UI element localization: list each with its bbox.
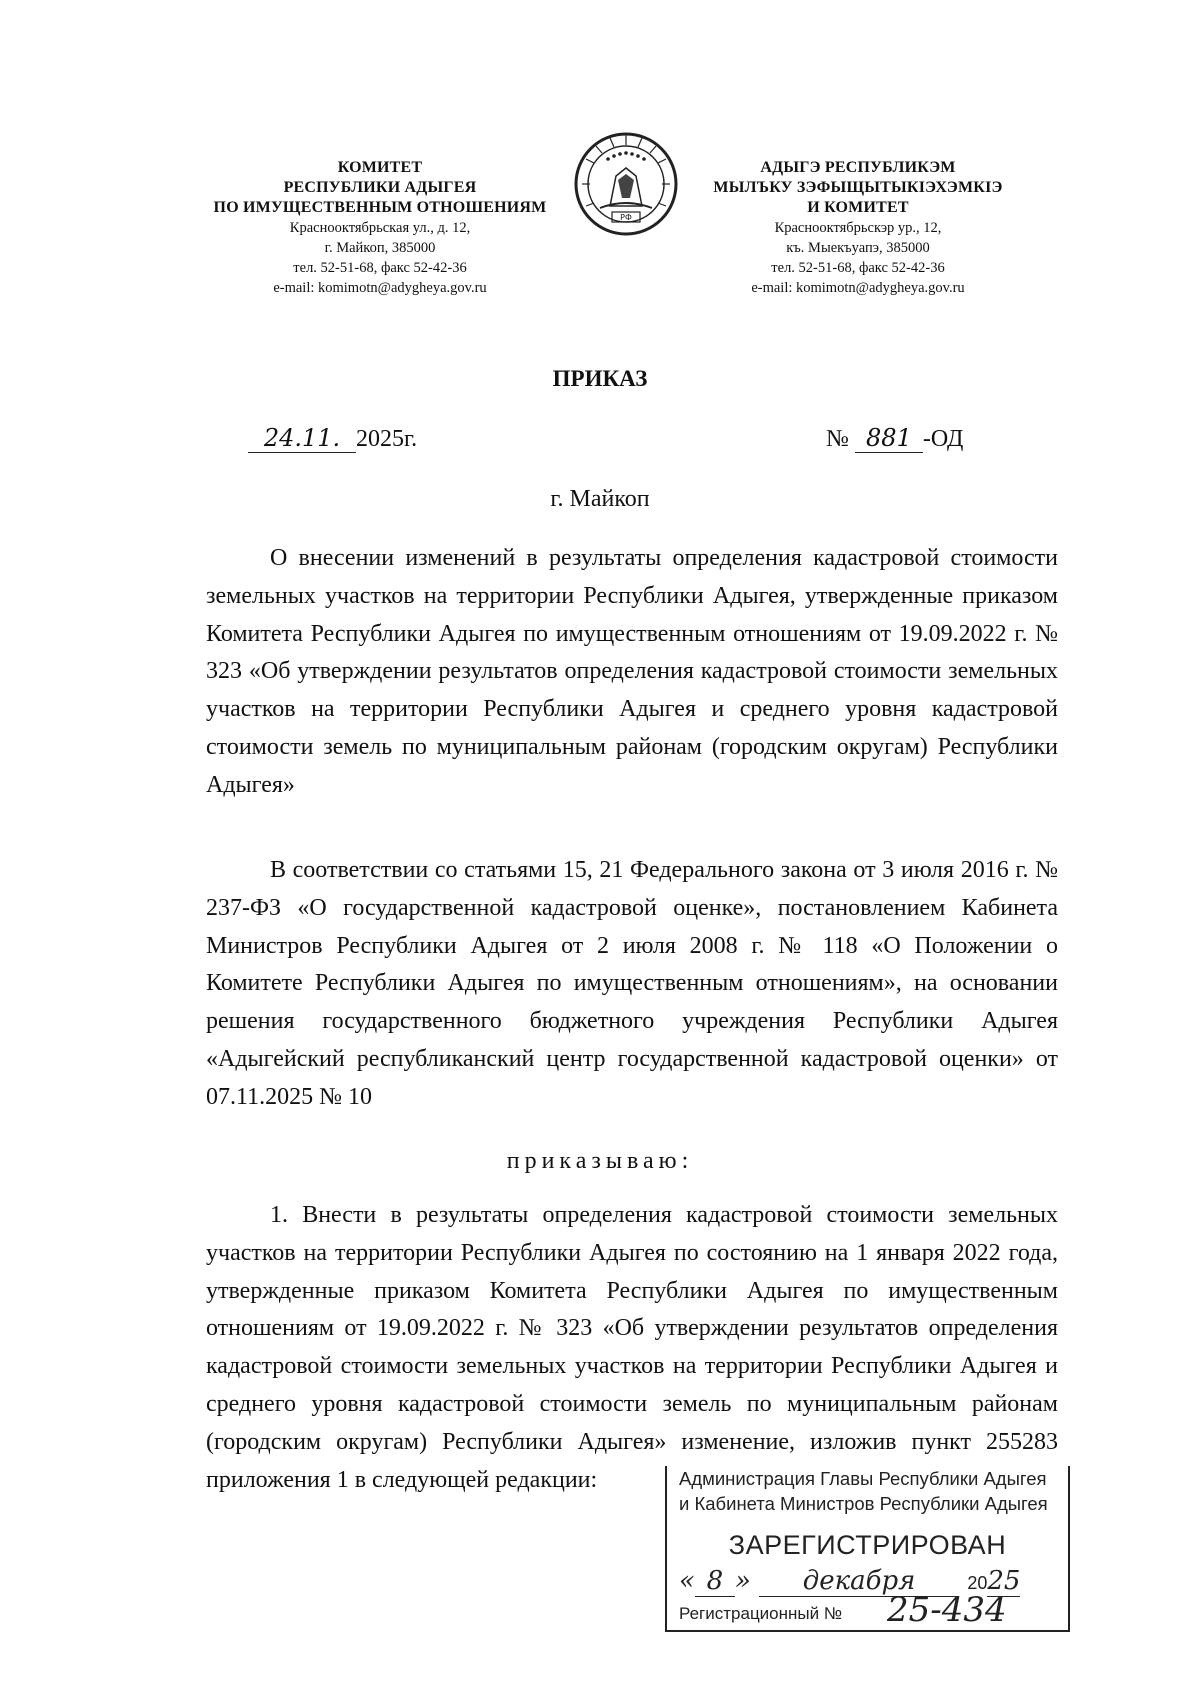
org-name-line-2: РЕСПУБЛИКИ АДЫГЕЯ: [283, 179, 477, 196]
org-email: e-mail: komimotn@adygheya.gov.ru: [273, 280, 487, 296]
number-prefix: №: [826, 426, 849, 452]
stamp-year-prefix: 20: [967, 1573, 988, 1593]
org-name-ady-line-1: АДЫГЭ РЕСПУБЛИКЭМ: [760, 159, 956, 176]
number-handwritten: 881: [855, 424, 923, 453]
org-phone: тел. 52-51-68, факс 52-42-36: [293, 260, 467, 276]
number-suffix: -ОД: [922, 426, 964, 452]
org-name-line-1: КОМИТЕТ: [337, 159, 423, 176]
org-name-line-3: ПО ИМУЩЕСТВЕННЫМ ОТНОШЕНИЯМ: [213, 199, 547, 216]
adygea-coat-of-arms-icon: [570, 128, 682, 240]
document-title: ПРИКАЗ: [552, 366, 648, 391]
basis-paragraph: В соответствии со статьями 15, 21 Федерального закона от 3 июля 2016 г. № 237-ФЗ «О государственной кадастровой оценке», постановлением Кабинета Министров Республики Адыгея от 2 июля 2008 г. № 118 «О Положении о Комитете Республики Адыгея по имущественным отношениям», на основании решения государственного бюджетного учреждения Республики Адыгея «Адыгейский республиканский центр государственной кадастровой оценки» от 07.11.2025 № 10: [206, 857, 1058, 1110]
document-number: [826, 424, 963, 453]
item-1-paragraph: 1. Внести в результаты определения кадастровой стоимости земельных участков на территории Республики Адыгея по состоянию на 1 января 2022 года, утвержденные приказом Комитета Республики Адыгея по имущественным отношениям от 19.09.2022 г. № 323 «Об утверждении результатов определения кадастровой стоимости земельных участков на территории Республики Адыгея и среднего уровня кадастровой стоимости земель по муниципальным районам (городским округам) Республики Адыгея» изменение, изложив пункт 255283 приложения 1 в следующей редакции:: [206, 1202, 1058, 1493]
header-left: [190, 158, 570, 298]
header-right: [668, 158, 1048, 298]
svg-text:РФ: РФ: [620, 213, 632, 222]
stamp-month: декабря: [759, 1566, 959, 1597]
org-address-1: Краснооктябрьская ул., д. 12,: [289, 220, 471, 236]
subject-paragraph: О внесении изменений в результаты определения кадастровой стоимости земельных участков на территории Республики Адыгея, утвержденные приказом Комитета Республики Адыгея по имущественным отношениям от 19.09.2022 г. № 323 «Об утверждении результатов определения кадастровой стоимости земельных участков на территории Республики Адыгея и среднего уровня кадастровой стоимости земель по муниципальным районам (городским округам) Республики Адыгея»: [206, 545, 1058, 798]
document-date: [248, 424, 417, 453]
stamp-authority-line-2: и Кабинета Министров Республики Адыгея: [679, 1493, 1048, 1514]
org-email-ady: e-mail: komimotn@adygheya.gov.ru: [751, 280, 965, 296]
city: г. Майкоп: [550, 486, 650, 512]
stamp-status: ЗАРЕГИСТРИРОВАН: [728, 1530, 1007, 1560]
date-year: 2025г.: [356, 426, 418, 452]
stamp-date: « 8 » декабря 2025: [679, 1566, 1021, 1596]
stamp-year-hand: 25: [987, 1566, 1021, 1596]
stamp-day: 8: [695, 1566, 735, 1597]
org-name-ady-line-2: МЫЛЪКУ ЗЭФЫЩЫТЫКIЭХЭМКIЭ: [713, 179, 1003, 196]
org-address-2: г. Майкоп, 385000: [324, 240, 436, 256]
stamp-authority-line-1: Администрация Главы Республики Адыгея: [679, 1468, 1047, 1489]
order-word: приказываю:: [506, 1148, 694, 1174]
date-handwritten: 24.11.: [248, 424, 356, 453]
stamp-reg-number: 25-434: [887, 1590, 1007, 1630]
registration-stamp: [665, 1466, 1070, 1632]
org-phone-ady: тел. 52-51-68, факс 52-42-36: [771, 260, 945, 276]
stamp-reg-label: Регистрационный №: [679, 1604, 843, 1623]
org-name-ady-line-3: И КОМИТЕТ: [807, 199, 909, 216]
org-address-ady-2: къ. Мыекъуапэ, 385000: [786, 240, 930, 256]
org-address-ady-1: Краснооктябрьскэр ур., 12,: [774, 220, 942, 236]
